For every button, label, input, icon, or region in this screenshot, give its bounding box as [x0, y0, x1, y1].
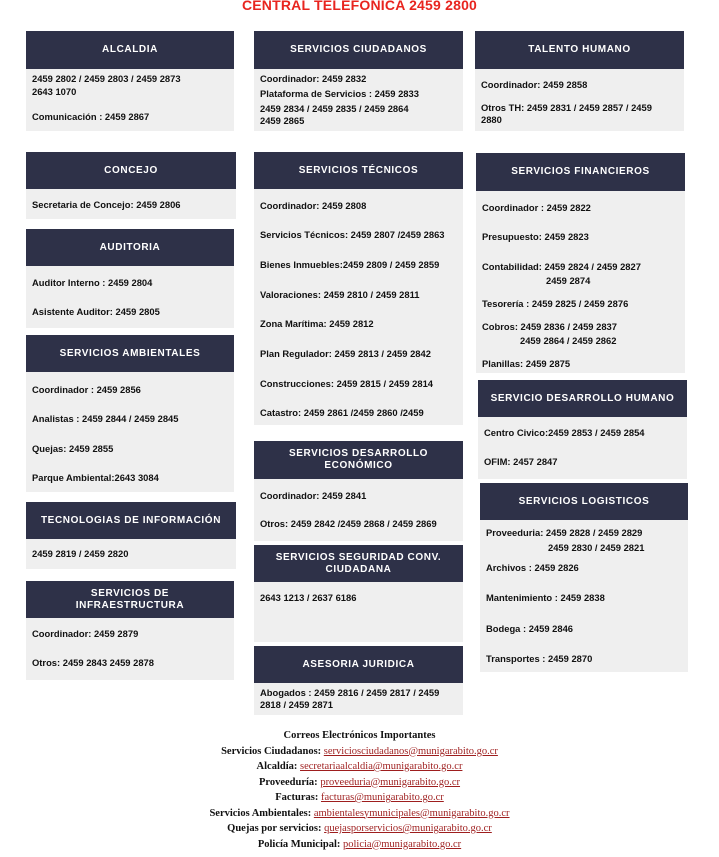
section-servicios-logisticos [480, 483, 688, 672]
phone-line: Bienes Inmuebles:2459 2809 / 2459 2859 [260, 259, 440, 270]
email-row [0, 821, 719, 837]
phone-line: Coordinador : 2459 2822 [482, 202, 591, 213]
phone-line: Parque Ambiental:2643 3084 [32, 472, 159, 483]
phone-line: Mantenimiento : 2459 2838 [486, 592, 605, 603]
section-header-line: CIUDADANA [325, 563, 392, 575]
phone-line: Planillas: 2459 2875 [482, 358, 571, 369]
section-header: TECNOLOGIAS DE INFORMACIÓN [26, 502, 236, 539]
phone-line: Analistas : 2459 2844 / 2459 2845 [32, 413, 179, 424]
phone-line: Coordinador: 2459 2808 [260, 200, 367, 211]
email-heading: Correos Electrónicos Importantes [283, 730, 436, 741]
phone-line: 2818 / 2459 2871 [260, 699, 333, 710]
phone-line: 2459 2819 / 2459 2820 [32, 548, 129, 559]
phone-line: Coordinador: 2459 2858 [481, 79, 588, 90]
section-seguridad-ciudadana [254, 545, 463, 642]
phone-line: Coordinador : 2459 2856 [32, 384, 141, 395]
email-label: Policía Municipal: [257, 838, 341, 850]
section-desarrollo-economico [254, 441, 463, 541]
phone-line: Proveeduria: 2459 2828 / 2459 2829 [486, 527, 643, 538]
section-header: SERVICIOS FINANCIEROS [476, 153, 685, 191]
email-link[interactable]: ambientalesymunicipales@munigarabito.go.cr [313, 807, 510, 819]
phone-line: Asistente Auditor: 2459 2805 [32, 306, 160, 317]
phone-line: 2459 2834 / 2459 2835 / 2459 2864 [260, 103, 409, 114]
email-label: Proveeduría: [258, 776, 318, 788]
section-header [254, 545, 463, 582]
section-servicios-ambientales [26, 335, 234, 492]
section-header: SERVICIOS AMBIENTALES [26, 335, 234, 372]
phone-line: Bodega : 2459 2846 [486, 623, 574, 634]
section-header-line: ECONÓMICO [324, 460, 393, 471]
section-auditoria [26, 229, 234, 328]
phone-line: 2459 2874 [546, 275, 591, 286]
section-header [254, 441, 463, 479]
section-infraestructura [26, 581, 234, 680]
phone-line: Plataforma de Servicios : 2459 2833 [260, 88, 419, 99]
phone-line: Archivos : 2459 2826 [486, 562, 579, 573]
phone-line: 2643 1070 [32, 86, 77, 97]
section-header-line: SERVICIOS SEGURIDAD CONV. [275, 551, 442, 563]
email-row [0, 806, 719, 822]
section-header: CONCEJO [26, 152, 236, 189]
section-servicios-tecnicos [254, 152, 463, 425]
phone-line: 2459 2830 / 2459 2821 [548, 542, 645, 553]
phone-line: 2880 [481, 114, 502, 125]
phone-line: 2459 2802 / 2459 2803 / 2459 2873 [32, 73, 181, 84]
email-link[interactable]: facturas@munigarabito.go.cr [320, 792, 444, 803]
section-desarrollo-humano [478, 380, 687, 479]
email-list [0, 728, 719, 852]
phone-line: Catastro: 2459 2861 /2459 2860 /2459 [260, 407, 424, 418]
section-header [26, 581, 234, 618]
phone-line: Coordinador: 2459 2879 [32, 628, 139, 639]
email-row [0, 775, 719, 791]
phone-line: Transportes : 2459 2870 [486, 653, 593, 664]
email-label: Quejas por servicios: [227, 823, 322, 834]
phone-line: Centro Civico:2459 2853 / 2459 2854 [484, 427, 645, 438]
section-header-line: SERVICIOS DESARROLLO [288, 448, 429, 459]
email-row [0, 744, 719, 760]
email-link[interactable]: policia@munigarabito.go.cr [343, 838, 462, 850]
email-row [0, 759, 719, 775]
phone-line: Coordinador: 2459 2832 [260, 73, 367, 84]
email-row [0, 837, 719, 853]
email-label: Alcaldía: [256, 761, 298, 772]
section-header-line: INFRAESTRUCTURA [75, 599, 185, 611]
phone-line: Servicios Técnicos: 2459 2807 /2459 2863 [260, 229, 445, 240]
section-header: TALENTO HUMANO [475, 31, 684, 69]
email-label: Servicios Ambientales: [209, 807, 312, 819]
phone-line: Presupuesto: 2459 2823 [482, 231, 589, 242]
phone-line: 2459 2865 [260, 115, 305, 126]
section-talento-humano [475, 31, 684, 131]
phone-line: Otros TH: 2459 2831 / 2459 2857 / 2459 [481, 102, 652, 113]
section-concejo [26, 152, 236, 219]
phone-line: Valoraciones: 2459 2810 / 2459 2811 [260, 289, 420, 300]
phone-line: Tesorería : 2459 2825 / 2459 2876 [482, 298, 629, 309]
section-header-line: SERVICIOS DE [90, 587, 170, 599]
phone-line: Otros: 2459 2842 /2459 2868 / 2459 2869 [260, 518, 437, 529]
phone-line: Construcciones: 2459 2815 / 2459 2814 [260, 378, 434, 389]
phone-line: 2643 1213 / 2637 6186 [260, 592, 357, 603]
phone-line: Auditor Interno : 2459 2804 [32, 277, 153, 288]
section-header: ALCALDIA [26, 31, 234, 69]
phone-line: 2459 2864 / 2459 2862 [520, 335, 617, 346]
email-label: Servicios Ciudadanos: [221, 745, 322, 757]
section-header: ASESORIA JURIDICA [254, 646, 463, 683]
phone-line: Plan Regulador: 2459 2813 / 2459 2842 [260, 348, 431, 359]
email-label: Facturas: [275, 792, 319, 803]
section-header: SERVICIO DESARROLLO HUMANO [478, 380, 687, 417]
phone-line: Cobros: 2459 2836 / 2459 2837 [482, 321, 617, 332]
phone-line: Contabilidad: 2459 2824 / 2459 2827 [482, 261, 641, 272]
section-header: AUDITORIA [26, 229, 234, 266]
email-link[interactable]: serviciosciudadanos@munigarabito.go.cr [323, 745, 498, 757]
email-link[interactable]: secretariaalcaldia@munigarabito.go.cr [300, 761, 463, 772]
email-link[interactable]: quejasporservicios@munigarabito.go.cr [324, 823, 492, 834]
section-header: SERVICIOS LOGISTICOS [480, 483, 688, 520]
phone-line: Zona Marítima: 2459 2812 [260, 318, 374, 329]
section-asesoria-juridica [254, 646, 463, 715]
phone-line: Secretaria de Concejo: 2459 2806 [32, 199, 181, 210]
email-row [0, 790, 719, 806]
phone-line: Quejas: 2459 2855 [32, 443, 114, 454]
phone-line: OFIM: 2457 2847 [484, 456, 558, 467]
phone-line: Otros: 2459 2843 2459 2878 [32, 657, 154, 668]
page-title: CENTRAL TELEFONICA 2459 2800 [241, 0, 478, 13]
section-tecnologias [26, 502, 236, 569]
section-servicios-ciudadanos [254, 31, 463, 131]
phone-line: Coordinador: 2459 2841 [260, 490, 367, 501]
phone-line: Abogados : 2459 2816 / 2459 2817 / 2459 [260, 687, 440, 698]
email-link[interactable]: proveeduria@munigarabito.go.cr [320, 776, 461, 788]
phone-line: Comunicación : 2459 2867 [32, 111, 150, 122]
section-alcaldia [26, 31, 234, 131]
section-header: SERVICIOS CIUDADANOS [254, 31, 463, 69]
section-header: SERVICIOS TÉCNICOS [254, 152, 463, 189]
section-servicios-financieros [476, 153, 685, 373]
